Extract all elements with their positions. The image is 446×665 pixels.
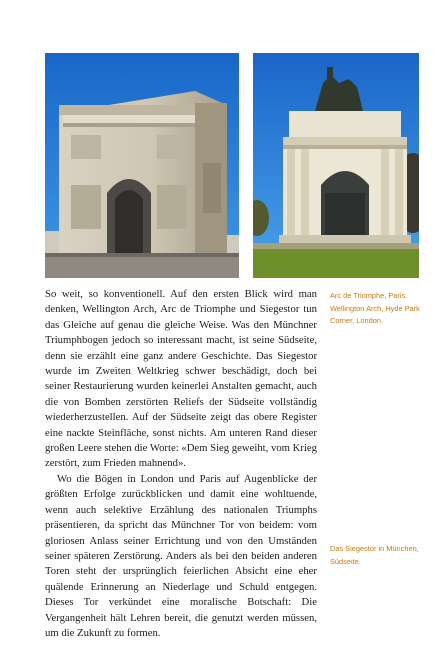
photo-captions [330, 290, 422, 328]
caption-wellington-arch: Wellington Arch, Hyde Park Corner, London. [330, 303, 420, 325]
body-paragraph-1: So weit, so konventionell. Auf den ersten Blick wird man denken, Wellington Arch, Arc de Triomphe und Siegestor tun das Gleiche auf genau die gleiche Weise. Was den Münchner Triumphbogen jedoch so interessant macht, ist seine Südseite, denn sie erzählt eine ganz andere Geschichte. Das Siegestor wurde im Zweiten Weltkrieg schwer beschädigt, doch bei seiner Restaurierung wurden keinerlei Anstalten gemacht, auch die von Bomben zerstörten Reliefs der Südseite vollständig wiederherzustellen. Auf der Südseite zeigt das obere Register eine nackte Steinfläche, sonst nichts. Am unteren Rand dieser großen Leere stehen die Worte: «Dem Sieg geweiht, vom Krieg zerstört, zum Frieden mahnend». [45, 288, 317, 470]
arc-de-triomphe-photo [45, 53, 239, 278]
wellington-arch-photo [253, 53, 419, 278]
body-paragraph-2: Wo die Bögen in London und Paris auf Augenblicke der größten Erfolge zurückblicken und damit eine wohltuende, wenn auch selektive Erzählung des nationalen Triumphs präsentieren, da spricht das Münchner Tor von beidem: vom gloriosen Anlass seiner Errichtung und von den Umständen seiner späteren Zerstörung. Anders als bei den beiden anderen Toren steht der ursprünglich feierlichen Absicht eine eher quälende Erinnerung an Niederlage und Schuld entgegen. Dieses Tor verkündet eine moralische Botschaft: Die Vergangenheit hält Lehren bereit, die genutzt werden müssen, um die Zukunft zu formen. [45, 472, 317, 639]
caption-arc-de-triomphe: Arc de Triomphe, Paris. [330, 291, 408, 300]
article-body [45, 287, 317, 641]
caption-siegestor: Das Siegestor in München, Südseite. [330, 544, 419, 566]
